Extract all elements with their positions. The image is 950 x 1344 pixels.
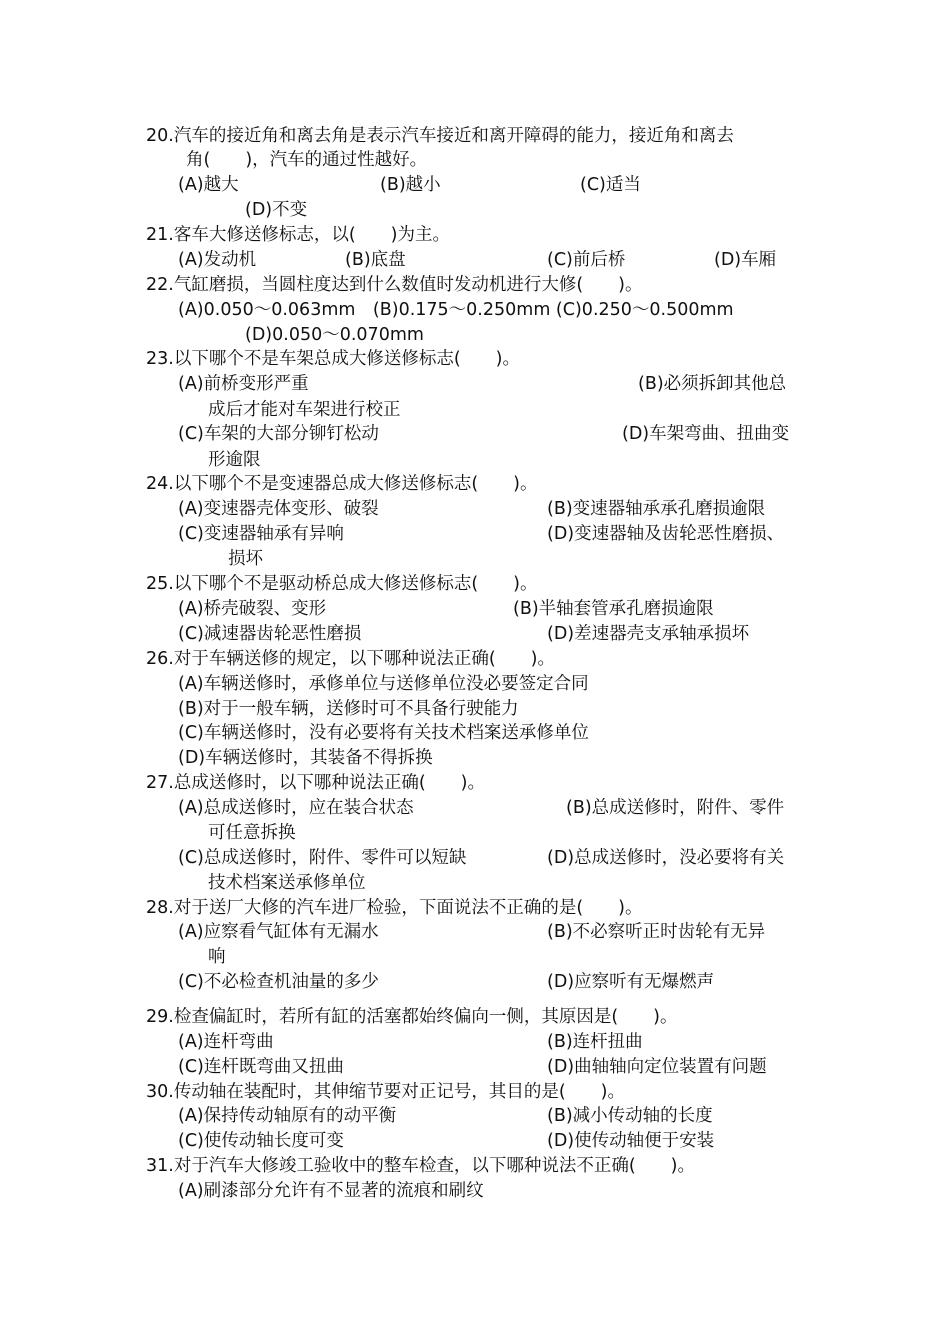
q23-option-b-cont: 成后才能对车架进行校正 [208, 400, 401, 420]
q28-option-b: (B)不必察听正时齿轮有无异 [547, 922, 766, 942]
q25-option-a: (A)桥壳破裂、变形 [178, 599, 327, 619]
q31-option-a: (A)刷漆部分允许有不显著的流痕和刷纹 [178, 1181, 484, 1201]
question-26-stem: 26.对于车辆送修的规定，以下哪种说法正确( )。 [146, 649, 555, 669]
question-24-stem: 24.以下哪个不是变速器总成大修送修标志( )。 [146, 474, 538, 494]
q28-option-c: (C)不必检查机油量的多少 [178, 972, 379, 992]
q24-option-d: (D)变速器轴及齿轮恶性磨损、 [547, 524, 785, 544]
q24-option-a: (A)变速器壳体变形、破裂 [178, 499, 379, 519]
q24-option-c: (C)变速器轴承有异响 [178, 524, 344, 544]
question-28-stem: 28.对于送厂大修的汽车进厂检验，下面说法不正确的是( )。 [146, 898, 643, 918]
q23-option-d: (D)车架弯曲、扭曲变 [622, 424, 790, 444]
question-31-stem: 31.对于汽车大修竣工验收中的整车检查，以下哪种说法不正确( )。 [146, 1156, 695, 1176]
q28-option-b-cont: 响 [208, 947, 226, 967]
q22-options-abc: (A)0.050～0.063mm (B)0.175～0.250mm (C)0.250～0.500mm [178, 300, 734, 320]
q28-option-a: (A)应察看气缸体有无漏水 [178, 922, 379, 942]
q23-option-d-cont: 形逾限 [208, 450, 261, 470]
question-30-stem: 30.传动轴在装配时，其伸缩节要对正记号，其目的是( )。 [146, 1082, 625, 1102]
q21-option-a: (A)发动机 [178, 250, 257, 270]
q28-option-d: (D)应察听有无爆燃声 [547, 972, 715, 992]
q27-option-a: (A)总成送修时，应在装合状态 [178, 798, 414, 818]
q20-option-b: (B)越小 [380, 175, 441, 195]
q30-option-d: (D)使传动轴便于安装 [547, 1131, 715, 1151]
q29-option-c: (C)连杆既弯曲又扭曲 [178, 1057, 344, 1077]
q30-option-b: (B)减小传动轴的长度 [547, 1106, 713, 1126]
q23-option-b: (B)必须拆卸其他总 [638, 374, 787, 394]
question-21-stem: 21.客车大修送修标志，以( )为主。 [146, 225, 450, 245]
q29-option-b: (B)连杆扭曲 [547, 1032, 643, 1052]
q20-option-d: (D)不变 [245, 200, 308, 220]
q30-option-c: (C)使传动轴长度可变 [178, 1131, 344, 1151]
q23-option-c: (C)车架的大部分铆钉松动 [178, 424, 379, 444]
q27-option-b-cont: 可任意拆换 [208, 823, 296, 843]
q29-option-d: (D)曲轴轴向定位装置有问题 [547, 1057, 767, 1077]
q30-option-a: (A)保持传动轴原有的动平衡 [178, 1106, 397, 1126]
question-25-stem: 25.以下哪个不是驱动桥总成大修送修标志( )。 [146, 574, 538, 594]
q21-option-d: (D)车厢 [714, 250, 777, 270]
q24-option-b: (B)变速器轴承承孔磨损逾限 [547, 499, 766, 519]
q27-option-c: (C)总成送修时，附件、零件可以短缺 [178, 848, 467, 868]
q25-option-b: (B)半轴套管承孔磨损逾限 [513, 599, 714, 619]
question-29-stem: 29.检查偏缸时，若所有缸的活塞都始终偏向一侧，其原因是( )。 [146, 1007, 678, 1027]
q25-option-d: (D)差速器壳支承轴承损坏 [547, 624, 750, 644]
q21-option-b: (B)底盘 [345, 250, 406, 270]
q21-option-c: (C)前后桥 [547, 250, 626, 270]
q27-option-b: (B)总成送修时，附件、零件 [566, 798, 785, 818]
q26-option-d: (D)车辆送修时，其装备不得拆换 [178, 748, 433, 768]
q25-option-c: (C)减速器齿轮恶性磨损 [178, 624, 362, 644]
question-20-stem-cont: 角( )，汽车的通过性越好。 [186, 150, 428, 170]
question-23-stem: 23.以下哪个不是车架总成大修送修标志( )。 [146, 349, 520, 369]
q26-option-a: (A)车辆送修时，承修单位与送修单位没必要签定合同 [178, 674, 589, 694]
q20-option-a: (A)越大 [178, 175, 239, 195]
q20-option-c: (C)适当 [580, 175, 641, 195]
q29-option-a: (A)连杆弯曲 [178, 1032, 274, 1052]
q26-option-b: (B)对于一般车辆，送修时可不具备行驶能力 [178, 699, 519, 719]
question-22-stem: 22.气缸磨损，当圆柱度达到什么数值时发动机进行大修( )。 [146, 275, 643, 295]
q26-option-c: (C)车辆送修时，没有必要将有关技术档案送承修单位 [178, 723, 589, 743]
q23-option-a: (A)前桥变形严重 [178, 374, 309, 394]
question-20-stem: 20.汽车的接近角和离去角是表示汽车接近和离开障碍的能力，接近角和离去 [146, 126, 734, 146]
question-27-stem: 27.总成送修时，以下哪种说法正确( )。 [146, 773, 485, 793]
q27-option-d: (D)总成送修时，没必要将有关 [547, 848, 785, 868]
q27-option-d-cont: 技术档案送承修单位 [208, 873, 366, 893]
q22-option-d: (D)0.050～0.070mm [245, 325, 424, 345]
q24-option-d-cont: 损坏 [228, 549, 263, 569]
